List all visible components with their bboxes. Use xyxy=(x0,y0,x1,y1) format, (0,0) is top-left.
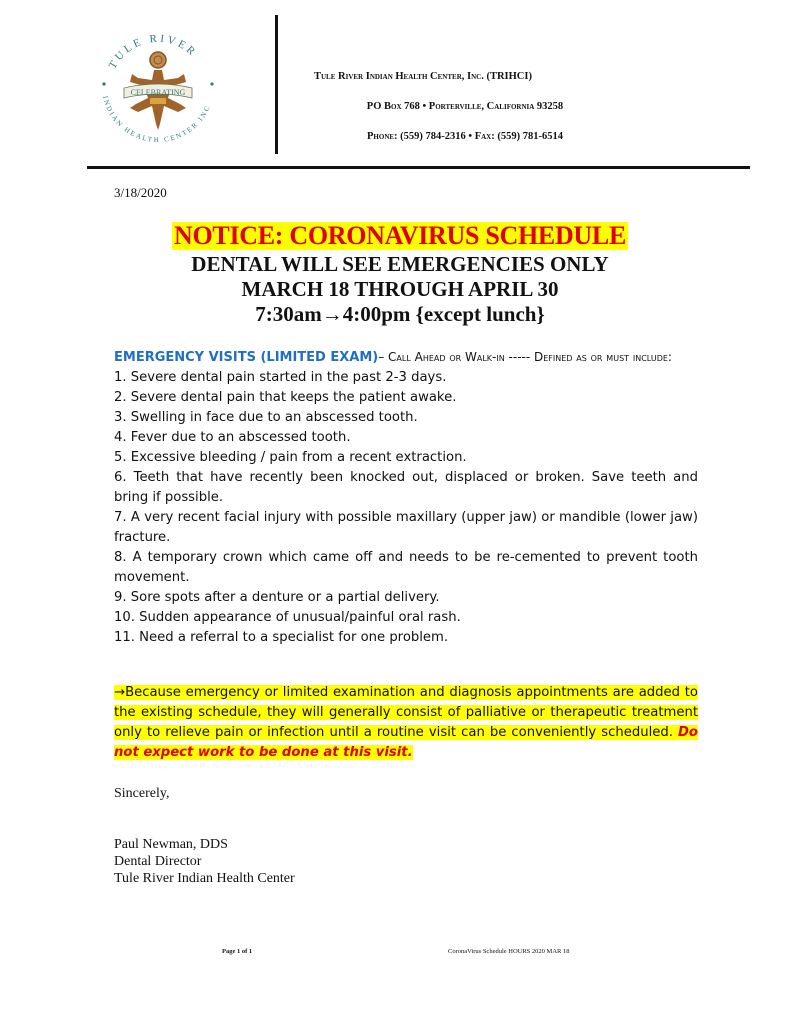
note-text: Because emergency or limited examination and diagnosis appointments are added to the existing schedule, they will generally consist of palliative or therapeutic treatment only to relieve pain or infection until a routine visit can be conveniently scheduled. xyxy=(114,685,698,740)
list-item: 2. Severe dental pain that keeps the patient awake. xyxy=(114,390,457,405)
header-horizontal-divider xyxy=(87,166,750,169)
subtitle-hours: 7:30am→4:00pm {except lunch} xyxy=(255,302,545,326)
notice-title: NOTICE: CORONAVIRUS SCHEDULE xyxy=(174,221,626,250)
logo-arc-top: TULE RIVER xyxy=(106,32,200,72)
letterhead-address: PO Box 768 • Porterville, California 93258 xyxy=(366,101,564,112)
emergency-subheading: – Call Ahead or Walk-in ----- Defined as or must include: xyxy=(378,350,672,364)
title-block xyxy=(100,222,700,327)
list-item: 3. Swelling in face due to an abscessed tooth. xyxy=(114,410,418,425)
closing-block xyxy=(114,785,295,887)
note-warning: Do not expect work to be done at this visit. xyxy=(114,725,698,760)
signer-name: Paul Newman, DDS xyxy=(114,837,228,852)
letterhead xyxy=(300,70,630,160)
list-item: 5. Excessive bleeding / pain from a recent extraction. xyxy=(114,450,467,465)
list-item: 4. Fever due to an abscessed tooth. xyxy=(114,430,351,445)
emergency-list xyxy=(114,368,698,648)
logo-banner: CELEBRATING xyxy=(130,88,186,97)
emergency-heading: EMERGENCY VISITS (LIMITED EXAM) xyxy=(114,350,379,365)
document-date: 3/18/2020 xyxy=(114,185,167,200)
signer-org: Tule River Indian Health Center xyxy=(114,871,295,886)
note-highlight xyxy=(114,685,698,760)
subtitle-dental: DENTAL WILL SEE EMERGENCIES ONLY xyxy=(191,252,609,276)
list-item: 6. Teeth that have recently been knocked out, displaced or broken. Save teeth and bring if possible. xyxy=(114,470,698,505)
arrow-icon: → xyxy=(114,685,126,700)
signer-title: Dental Director xyxy=(114,854,202,869)
emergency-section xyxy=(114,349,698,648)
emergency-heading-line xyxy=(114,349,698,366)
list-item: 10. Sudden appearance of unusual/painful oral rash. xyxy=(114,610,461,625)
list-item: 11. Need a referral to a specialist for one problem. xyxy=(114,630,449,645)
list-item: 1. Severe dental pain started in the past 2-3 days. xyxy=(114,370,447,385)
list-item: 7. A very recent facial injury with possible maxillary (upper jaw) or mandible (lower jaw) fracture. xyxy=(114,510,698,545)
footer-page-number: Page 1 of 1 xyxy=(222,948,253,955)
list-item: 8. A temporary crown which came off and needs to be re-cemented to prevent tooth movement. xyxy=(114,550,698,585)
list-item: 9. Sore spots after a denture or a partial delivery. xyxy=(114,590,440,605)
subtitle-dates: MARCH 18 THROUGH APRIL 30 xyxy=(241,277,559,301)
logo-icon xyxy=(88,28,228,148)
footer-document-name: CoronaVirus Schedule HOURS 2020 MAR 18 xyxy=(448,948,570,955)
salutation: Sincerely, xyxy=(114,786,170,801)
letterhead-org: Tule River Indian Health Center, Inc. (TRIHCI) xyxy=(314,71,532,82)
logo-arc-bottom: INDIAN HEALTH CENTER INC xyxy=(100,95,213,145)
letterhead-contact: Phone: (559) 784-2316 • Fax: (559) 781-6514 xyxy=(367,131,563,142)
header-vertical-divider xyxy=(275,15,278,154)
note-paragraph xyxy=(114,683,698,763)
organization-logo xyxy=(88,28,228,148)
